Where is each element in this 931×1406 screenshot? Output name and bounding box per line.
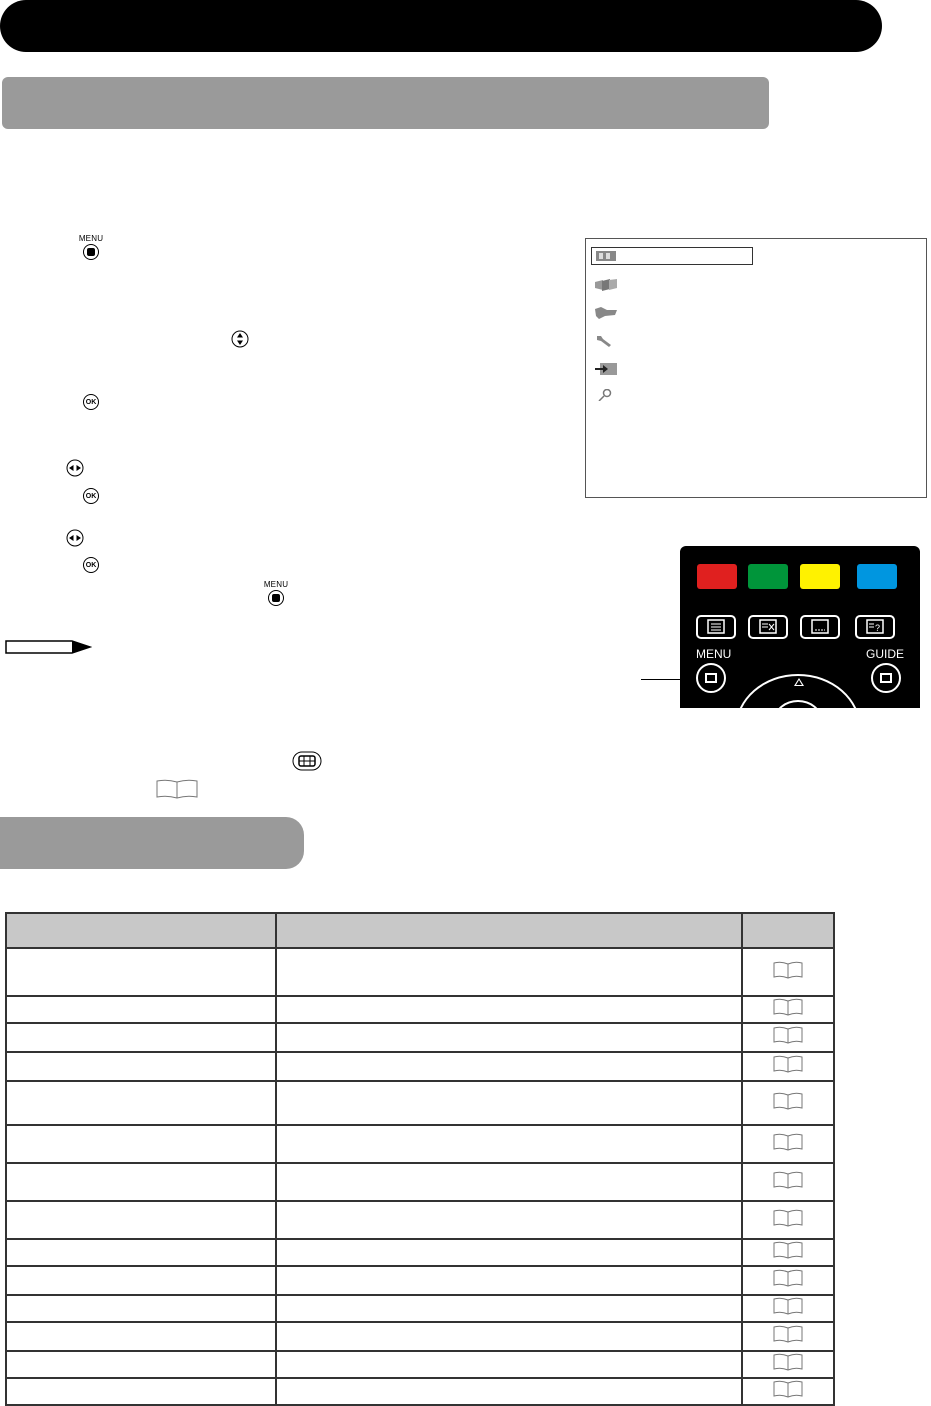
page-reference-cell [742, 1201, 834, 1239]
section-heading-bar [2, 77, 769, 129]
input-menu-icon [595, 363, 617, 375]
table-cell [276, 948, 742, 996]
table-row [6, 996, 834, 1023]
table-header-cell [742, 913, 834, 948]
channel-menu-icon [595, 307, 617, 319]
page-reference-cell [742, 1163, 834, 1201]
page-reference-cell [742, 1125, 834, 1163]
page-reference-book-icon [773, 1325, 803, 1348]
page-reference-book-icon [773, 1241, 803, 1264]
table-cell [6, 1163, 276, 1201]
table-cell [276, 1125, 742, 1163]
callout-line [641, 679, 687, 680]
function-table [5, 912, 835, 1406]
table-row [6, 1163, 834, 1201]
page-reference-book-icon [773, 1269, 803, 1292]
page-reference-cell [742, 996, 834, 1023]
table-cell [6, 1201, 276, 1239]
page-reference-cell [742, 1378, 834, 1405]
table-row [6, 1295, 834, 1322]
yellow-button [800, 564, 840, 589]
ok-button-icon: OK [83, 488, 99, 504]
page-reference-book-icon [773, 1026, 803, 1049]
table-cell [6, 1081, 276, 1125]
table-row [6, 1081, 834, 1125]
table-row [6, 1378, 834, 1405]
sound-menu-icon [595, 279, 617, 291]
subtitle-button [800, 615, 840, 639]
table-cell [6, 1239, 276, 1266]
table-row [6, 1351, 834, 1378]
remote-guide-label: GUIDE [866, 647, 905, 661]
table-cell [6, 948, 276, 996]
up-arrow-icon [794, 678, 804, 686]
note-arrow-icon [4, 638, 92, 661]
page-reference-cell [742, 1239, 834, 1266]
table-cell [276, 1295, 742, 1322]
search-icon [595, 389, 617, 401]
page-title-bar [0, 0, 882, 52]
table-row [6, 1201, 834, 1239]
page-reference-cell [742, 1081, 834, 1125]
table-header-row [6, 913, 834, 948]
page-reference-cell [742, 1351, 834, 1378]
table-row [6, 1052, 834, 1081]
menu-button-icon: MENU [261, 580, 291, 612]
page-reference-cell [742, 1052, 834, 1081]
blue-button [857, 564, 897, 589]
up-down-button-icon [231, 330, 249, 353]
svg-text:?: ? [875, 623, 881, 633]
reveal-button [855, 615, 895, 639]
table-cell [6, 1052, 276, 1081]
picture-menu-icon [596, 250, 618, 262]
page-reference-book-icon [773, 1092, 803, 1115]
table-row [6, 1322, 834, 1351]
page-reference-book-icon [773, 961, 803, 984]
table-cell [6, 1351, 276, 1378]
page-reference-book-icon [773, 1209, 803, 1232]
page-reference-cell [742, 1295, 834, 1322]
page-reference-cell [742, 1023, 834, 1052]
red-button [697, 564, 737, 589]
left-right-button-icon [66, 529, 84, 552]
table-cell [276, 1023, 742, 1052]
page-reference-book-icon [773, 1297, 803, 1320]
table-body [6, 948, 834, 1405]
table-cell [276, 1239, 742, 1266]
table-row [6, 948, 834, 996]
on-screen-menu-illustration [585, 238, 927, 498]
green-button [748, 564, 788, 589]
table-cell [276, 1378, 742, 1405]
page-reference-book-icon [773, 1353, 803, 1376]
page-reference-cell [742, 1322, 834, 1351]
setup-wrench-icon [595, 335, 617, 347]
remote-menu-button [696, 663, 726, 693]
table-cell [276, 1052, 742, 1081]
menu-highlight-bar [591, 247, 753, 265]
remote-menu-label: MENU [696, 647, 732, 661]
page-reference-book-icon [773, 1171, 803, 1194]
cancel-teletext-button [748, 615, 788, 639]
table-header-cell [276, 913, 742, 948]
table-cell [6, 1266, 276, 1295]
ok-button-icon: OK [83, 557, 99, 573]
table-header-cell [6, 913, 276, 948]
table-cell [6, 1322, 276, 1351]
left-right-button-icon [66, 459, 84, 482]
table-cell [276, 1351, 742, 1378]
table-cell [6, 996, 276, 1023]
subsection-heading-bar [0, 817, 304, 869]
table-cell [276, 1266, 742, 1295]
page-reference-book-icon [773, 1380, 803, 1403]
table-cell [6, 1125, 276, 1163]
table-cell [276, 1163, 742, 1201]
table-row [6, 1266, 834, 1295]
ok-button-icon: OK [83, 394, 99, 410]
page-reference-book-icon [773, 998, 803, 1021]
table-cell [276, 1081, 742, 1125]
teletext-button [696, 615, 736, 639]
table-row [6, 1023, 834, 1052]
remote-control-illustration [680, 546, 920, 708]
page-reference-book-icon [773, 1055, 803, 1078]
page-reference-book-icon [773, 1133, 803, 1156]
page-reference-book-icon [156, 779, 186, 799]
table-row [6, 1239, 834, 1266]
table-cell [276, 1201, 742, 1239]
table-row [6, 1125, 834, 1163]
table-cell [6, 1378, 276, 1405]
table-cell [276, 1322, 742, 1351]
remote-guide-button [871, 663, 901, 693]
table-cell [276, 996, 742, 1023]
table-cell [6, 1295, 276, 1322]
menu-button-icon: MENU [76, 234, 106, 266]
aspect-button-icon [292, 751, 322, 776]
page-reference-cell [742, 948, 834, 996]
page-reference-cell [742, 1266, 834, 1295]
table-cell [6, 1023, 276, 1052]
